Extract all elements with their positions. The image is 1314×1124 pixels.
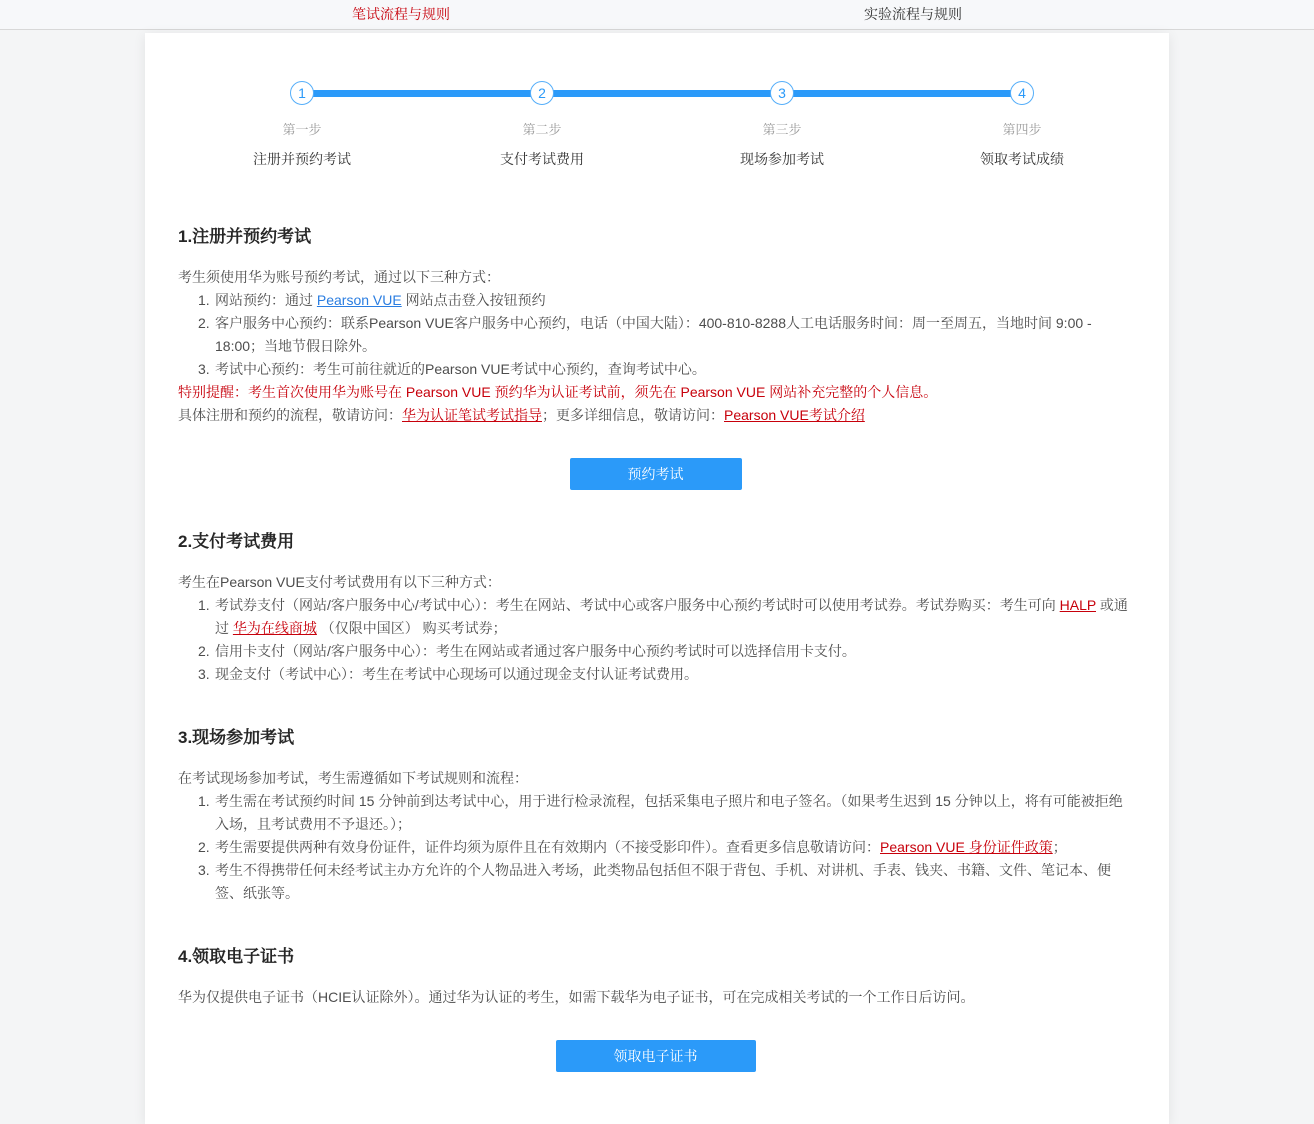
book-exam-button-row — [178, 458, 1133, 490]
list-item — [178, 663, 1133, 686]
top-tab-bar — [0, 0, 1314, 30]
get-certificate-button-row — [178, 1040, 1133, 1072]
section-payment-heading: 2.支付考试费用 — [178, 532, 295, 551]
text-segment: 客户服务中心预约：联系Pearson VUE客户服务中心预约，电话（中国大陆）：400-810-8288人工电话服务时间：周一至周五，当地时间 9:00 - 18:00；当地节假日除外。 — [215, 315, 1092, 354]
list-item-text — [215, 312, 1133, 358]
text-segment: 网站点击登入按钮预约 — [401, 292, 546, 308]
main-content — [145, 225, 1169, 1072]
list-item-number: 2. — [198, 643, 210, 659]
huawei-online-store-link[interactable]: 华为在线商城 — [232, 620, 317, 636]
section-onsite-heading: 3.现场参加考试 — [178, 728, 295, 747]
list-item-number: 1. — [198, 793, 210, 809]
step-1-circle: 1 — [290, 81, 314, 105]
list-item — [178, 790, 1133, 836]
text-segment: 现金支付（考试中心）：考生在考试中心现场可以通过现金支付认证考试费用。 — [215, 666, 698, 682]
step-2-name: 支付考试费用 — [500, 151, 584, 167]
text-segment: 考生不得携带任何未经考试主办方允许的个人物品进入考场，此类物品包括但不限于背包、手机、对讲机、手表、钱夹、书籍、文件、笔记本、便签、纸张等。 — [215, 862, 1111, 901]
special-reminder-text: 特别提醒：考生首次使用华为账号在 Pearson VUE 预约华为认证考试前，须先在 Pearson VUE 网站补充完整的个人信息。 — [178, 384, 938, 400]
list-item-number: 2. — [198, 839, 210, 855]
tab-lab-exam-process[interactable]: 实验流程与规则 — [864, 6, 962, 22]
text-segment: 考试券支付（网站/客户服务中心/考试中心）：考生在网站、考试中心或客户服务中心预约考试时可以使用考试券。考试券购买：考生可向 — [215, 597, 1060, 613]
text-segment: 考生需要提供两种有效身份证件，证件均须为原件且在有效期内（不接受影印件）。查看更多信息敬请访问： — [215, 839, 880, 855]
special-reminder — [178, 381, 1133, 404]
list-item-text — [215, 594, 1133, 640]
step-1-label: 第一步 — [282, 122, 322, 137]
exam-steps-progress — [182, 33, 1142, 168]
list-item-number: 3. — [198, 666, 210, 682]
text-segment: 具体注册和预约的流程，敬请访问： — [178, 407, 402, 423]
tab-written-exam-process[interactable]: 笔试流程与规则 — [352, 6, 450, 22]
section-register-intro: 考生须使用华为账号预约考试，通过以下三种方式： — [178, 269, 500, 285]
register-methods-list — [178, 289, 1133, 381]
text-segment: ；更多详细信息，敬请访问： — [542, 407, 724, 423]
list-item — [178, 836, 1133, 859]
step-3 — [662, 81, 902, 168]
section-certificate-intro: 华为仅提供电子证书（HCIE认证除外）。通过华为认证的考生，如需下载华为电子证书，可在完成相关考试的一个工作日后访问。 — [178, 989, 975, 1005]
text-segment: 或通过 — [215, 597, 1128, 636]
section-certificate-body — [178, 986, 1133, 1072]
text-segment: ； — [1052, 839, 1067, 855]
list-item-text — [215, 790, 1133, 836]
step-1 — [182, 81, 422, 168]
list-item-number: 3. — [198, 361, 210, 377]
payment-methods-list — [178, 594, 1133, 686]
step-1-name: 注册并预约考试 — [253, 151, 351, 167]
section-payment-body — [178, 571, 1133, 686]
text-segment: 考试中心预约：考生可前往就近的Pearson VUE考试中心预约，查询考试中心。 — [215, 361, 706, 377]
step-4 — [902, 81, 1142, 168]
step-4-name: 领取考试成绩 — [980, 151, 1064, 167]
more-info-line — [178, 404, 1133, 427]
text-segment: 网站预约：通过 — [215, 292, 317, 308]
halp-link[interactable]: HALP — [1059, 597, 1096, 613]
step-4-circle: 4 — [1010, 81, 1034, 105]
step-3-circle: 3 — [770, 81, 794, 105]
text-segment: 考生需在考试预约时间 15 分钟前到达考试中心，用于进行检录流程，包括采集电子照片和电子签名。（如果考生迟到 15 分钟以上，将有可能被拒绝入场，且考试费用不予退还。）； — [215, 793, 1123, 832]
step-3-label: 第三步 — [762, 122, 802, 137]
list-item-text — [215, 836, 1133, 859]
step-2 — [422, 81, 662, 168]
content-card — [145, 33, 1169, 1124]
list-item-text — [215, 663, 1133, 686]
onsite-rules-list — [178, 790, 1133, 905]
list-item-number: 3. — [198, 862, 210, 878]
text-segment: 信用卡支付（网站/客户服务中心）：考生在网站或者通过客户服务中心预约考试时可以选择信用卡支付。 — [215, 643, 856, 659]
step-2-label: 第二步 — [522, 122, 562, 137]
list-item-number: 1. — [198, 292, 210, 308]
step-3-name: 现场参加考试 — [740, 151, 824, 167]
section-register-heading: 1.注册并预约考试 — [178, 227, 312, 246]
list-item-number: 2. — [198, 315, 210, 331]
list-item-text — [215, 289, 1133, 312]
list-item — [178, 859, 1133, 905]
text-segment: （仅限中国区） 购买考试券； — [316, 620, 507, 636]
list-item — [178, 640, 1133, 663]
list-item-text — [215, 358, 1133, 381]
step-4-label: 第四步 — [1002, 122, 1042, 137]
list-item — [178, 289, 1133, 312]
list-item — [178, 312, 1133, 358]
list-item — [178, 594, 1133, 640]
step-2-circle: 2 — [530, 81, 554, 105]
section-onsite-body — [178, 767, 1133, 905]
book-exam-button[interactable]: 预约考试 — [570, 458, 742, 490]
section-onsite-intro: 在考试现场参加考试，考生需遵循如下考试规则和流程： — [178, 770, 528, 786]
list-item-text — [215, 640, 1133, 663]
list-item — [178, 358, 1133, 381]
list-item-number: 1. — [198, 597, 210, 613]
written-exam-guide-link[interactable]: 华为认证笔试考试指导 — [402, 407, 542, 423]
list-item-text — [215, 859, 1133, 905]
pearson-vue-link[interactable]: Pearson VUE — [316, 292, 402, 308]
get-certificate-button[interactable]: 领取电子证书 — [556, 1040, 756, 1072]
pearson-vue-intro-link[interactable]: Pearson VUE考试介绍 — [724, 407, 865, 423]
section-register-body — [178, 266, 1133, 490]
section-certificate-heading: 4.领取电子证书 — [178, 947, 295, 966]
section-payment-intro: 考生在Pearson VUE支付考试费用有以下三种方式： — [178, 574, 501, 590]
id-policy-link[interactable]: Pearson VUE 身份证件政策 — [880, 839, 1053, 855]
